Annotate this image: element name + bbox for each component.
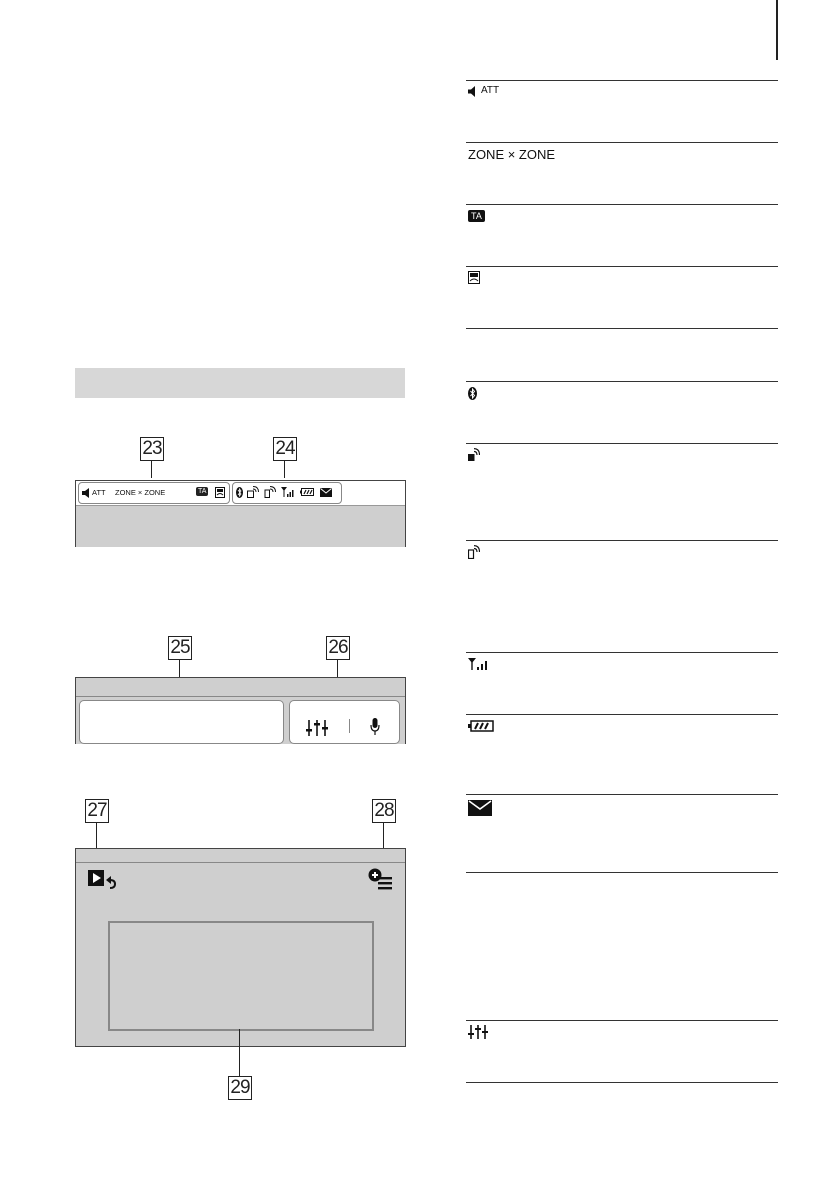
audio-stream-icon: [247, 486, 259, 498]
row-rule: [466, 142, 778, 143]
list-screen: [75, 848, 406, 1047]
callout-27: 27: [85, 799, 109, 823]
att-text: ATT: [92, 488, 106, 497]
message-icon: [320, 488, 332, 497]
panel-divider: [349, 719, 350, 733]
row-rule: [466, 80, 778, 81]
phone-screen-icon: [215, 487, 225, 498]
phone-screen-icon: [468, 271, 480, 284]
row-rule: [466, 540, 778, 541]
left-status-group: [78, 482, 230, 504]
signal-strength-icon: [468, 658, 494, 670]
callout-24: 24: [273, 437, 297, 461]
source-back-icon[interactable]: [88, 868, 120, 890]
callout-29: 29: [228, 1076, 252, 1100]
row-rule: [466, 794, 778, 795]
top-strip: [76, 849, 405, 863]
bluetooth-icon: [468, 387, 477, 400]
row-rule: [466, 266, 778, 267]
equalizer-icon[interactable]: [306, 718, 328, 738]
right-status-group: [232, 482, 342, 504]
top-strip: [76, 678, 405, 697]
zone-text: ZONE × ZONE: [115, 488, 166, 497]
audio-stream-icon: [468, 448, 480, 461]
row-rule: [466, 204, 778, 205]
row-rule: [466, 714, 778, 715]
row-rule: [466, 443, 778, 444]
leader-line: [239, 1029, 240, 1076]
mic-icon[interactable]: [370, 718, 380, 736]
row-rule: [466, 652, 778, 653]
control-panel: [289, 700, 400, 744]
ta-icon: TA: [468, 210, 485, 222]
row-rule: [466, 381, 778, 382]
leader-line: [284, 460, 285, 478]
phone-stream-icon: [264, 486, 276, 498]
callout-23: 23: [140, 437, 164, 461]
att-label: ATT: [481, 85, 500, 96]
callout-28: 28: [372, 799, 396, 823]
bluetooth-icon: [236, 487, 243, 498]
add-list-icon[interactable]: [368, 867, 394, 891]
row-rule: [466, 872, 778, 873]
ta-badge: TA: [198, 488, 207, 495]
signal-strength-icon: [281, 487, 295, 497]
battery-icon: [468, 720, 496, 732]
equalizer-icon: [468, 1025, 488, 1039]
speaker-icon: [468, 86, 477, 97]
phone-stream-icon: [468, 545, 480, 559]
message-icon: [468, 800, 492, 816]
status-bar: [76, 481, 405, 506]
row-rule: [466, 328, 778, 329]
zone-label: ZONE × ZONE: [468, 147, 556, 162]
status-screen: [75, 480, 406, 547]
callout-26: 26: [326, 636, 350, 660]
source-screen: [75, 677, 406, 744]
source-info-panel: [79, 700, 284, 744]
speaker-icon: [82, 488, 90, 498]
row-rule: [466, 1020, 778, 1021]
battery-icon: [300, 488, 314, 496]
section-heading-band: [75, 368, 405, 398]
leader-line: [151, 460, 152, 478]
list-area: [108, 921, 374, 1031]
callout-25: 25: [168, 636, 192, 660]
margin-bar: [776, 0, 778, 60]
row-rule: [466, 1082, 778, 1083]
